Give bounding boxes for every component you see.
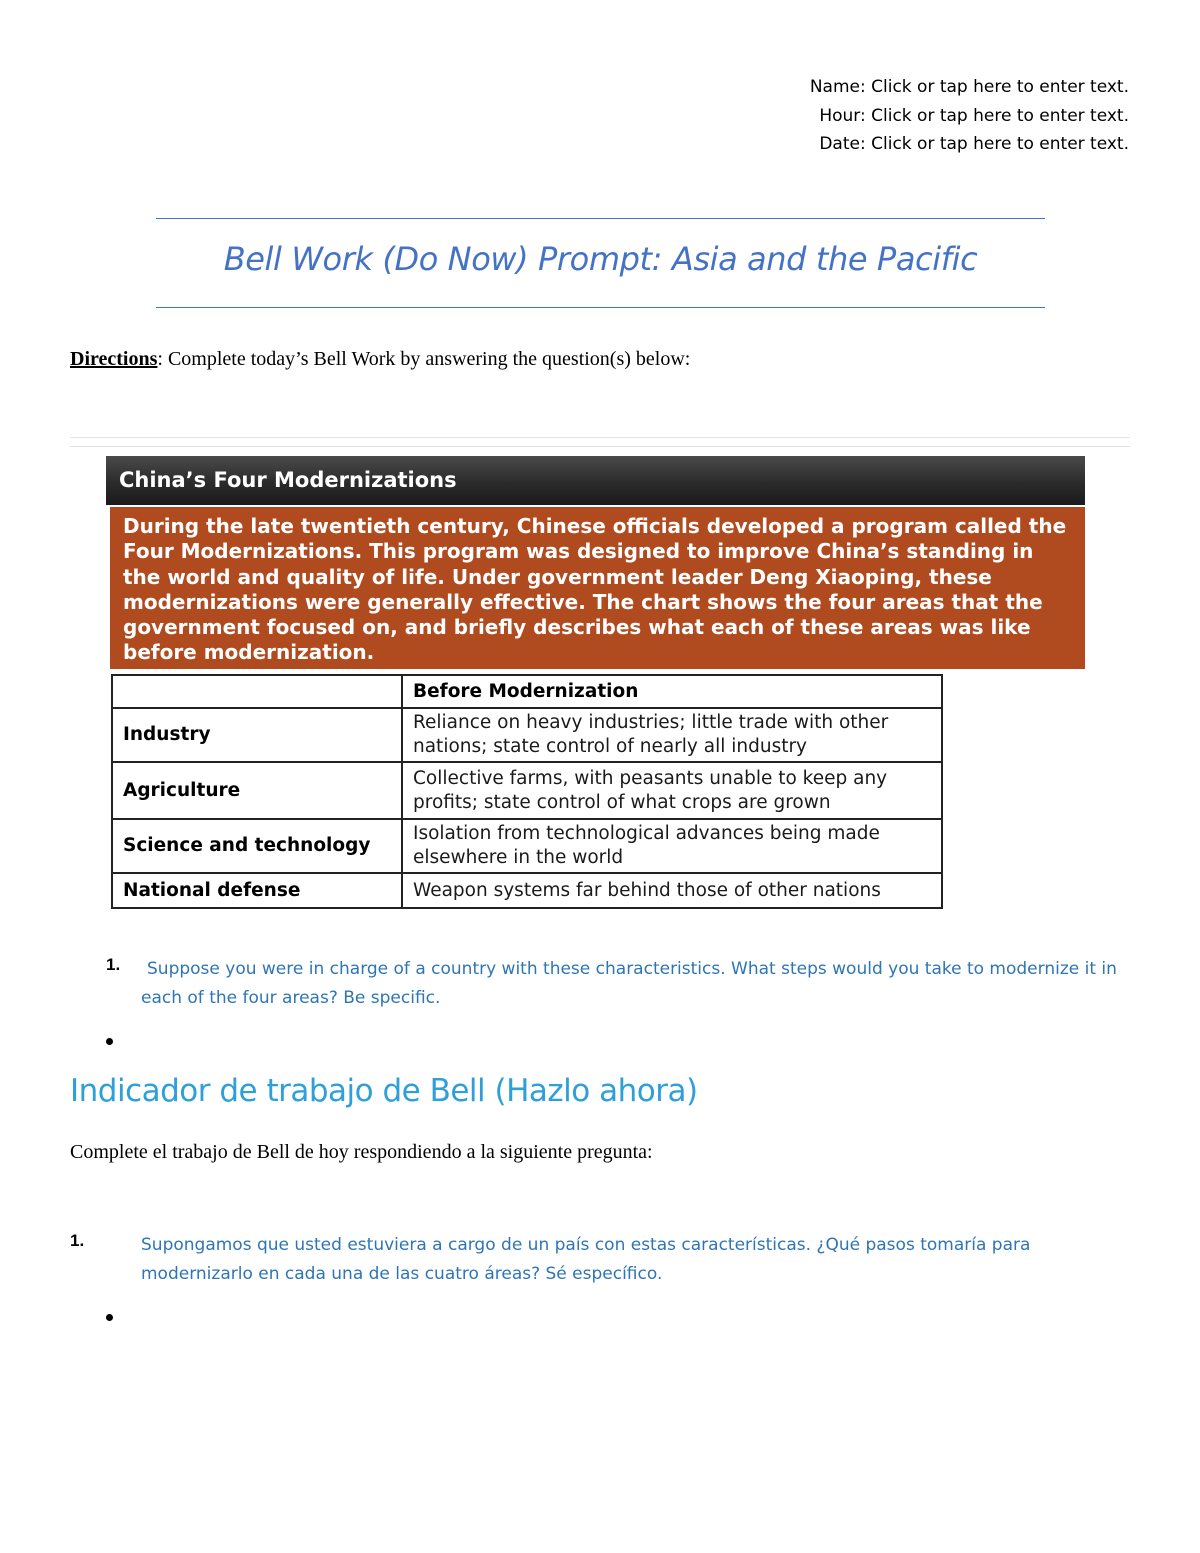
- table-header-row: [112, 675, 942, 708]
- spanish-question-number: 1.: [70, 1231, 85, 1250]
- table-area-cell: Agriculture: [112, 762, 402, 819]
- page-title: Bell Work (Do Now) Prompt: Asia and the Pacific: [223, 240, 978, 278]
- spanish-question-text: Supongamos que usted estuviera a cargo de un país con estas características. ¿Qué pasos tomaría para modernizarlo en cada una de las cuatro áreas? Sé específico.: [141, 1235, 1031, 1284]
- spanish-directions: Complete el trabajo de Bell de hoy respondiendo a la siguiente pregunta:: [70, 1141, 653, 1163]
- table-description-cell: Weapon systems far behind those of other nations: [402, 873, 942, 908]
- table-corner-cell: [112, 675, 402, 708]
- table-row: [112, 708, 942, 762]
- answer-bullet[interactable]: [106, 1038, 113, 1045]
- name-label: Name:: [809, 77, 866, 97]
- student-info-fields: [810, 73, 1129, 159]
- name-field-row: [810, 73, 1129, 102]
- table-description-cell: Isolation from technological advances being made elsewhere in the world: [402, 819, 942, 873]
- title-bottom-rule: [156, 307, 1045, 308]
- figure-intro: During the late twentieth century, Chinese officials developed a program called the Four Modernizations. This program was designed to improve China’s standing in the world and quality of life. Under government leader Deng Xiaoping, these modernizations were generally effective. The chart shows the four areas that the government focused on, and briefly describes what each of these areas was like before modernization.: [110, 507, 1085, 669]
- directions-text: : Complete today’s Bell Work by answering the question(s) below:: [157, 348, 691, 370]
- table-area-cell: National defense: [112, 873, 402, 908]
- date-label: Date:: [819, 134, 866, 154]
- title-top-rule: [156, 218, 1045, 219]
- date-field-row: [810, 130, 1129, 159]
- table-row: [112, 873, 942, 908]
- section-divider: [70, 437, 1130, 447]
- spanish-answer-bullet[interactable]: [106, 1314, 113, 1321]
- table-row: [112, 819, 942, 873]
- table-row: [112, 762, 942, 819]
- table-area-cell: Industry: [112, 708, 402, 762]
- directions: [70, 348, 690, 371]
- question-number: 1.: [106, 955, 121, 974]
- table-description-cell: Collective farms, with peasants unable to keep any profits; state control of what crops are grown: [402, 762, 942, 819]
- hour-label: Hour:: [819, 105, 866, 126]
- hour-input[interactable]: Click or tap here to enter text.: [871, 105, 1129, 126]
- modernizations-table: [111, 674, 943, 909]
- name-input[interactable]: Click or tap here to enter text.: [871, 77, 1129, 97]
- figure-title: China’s Four Modernizations: [106, 456, 1085, 505]
- spanish-section-title: Indicador de trabajo de Bell (Hazlo ahora): [70, 1073, 698, 1109]
- question-text: Suppose you were in charge of a country with these characteristics. What steps would you take to modernize it in each of the four areas? Be specific.: [141, 959, 1117, 1008]
- table-area-cell: Science and technology: [112, 819, 402, 873]
- table-description-cell: Reliance on heavy industries; little trade with other nations; state control of nearly all industry: [402, 708, 942, 762]
- date-input[interactable]: Click or tap here to enter text.: [871, 134, 1129, 154]
- directions-label: Directions: [70, 348, 158, 370]
- hour-field-row: [810, 102, 1129, 131]
- table-column-header: Before Modernization: [402, 675, 942, 708]
